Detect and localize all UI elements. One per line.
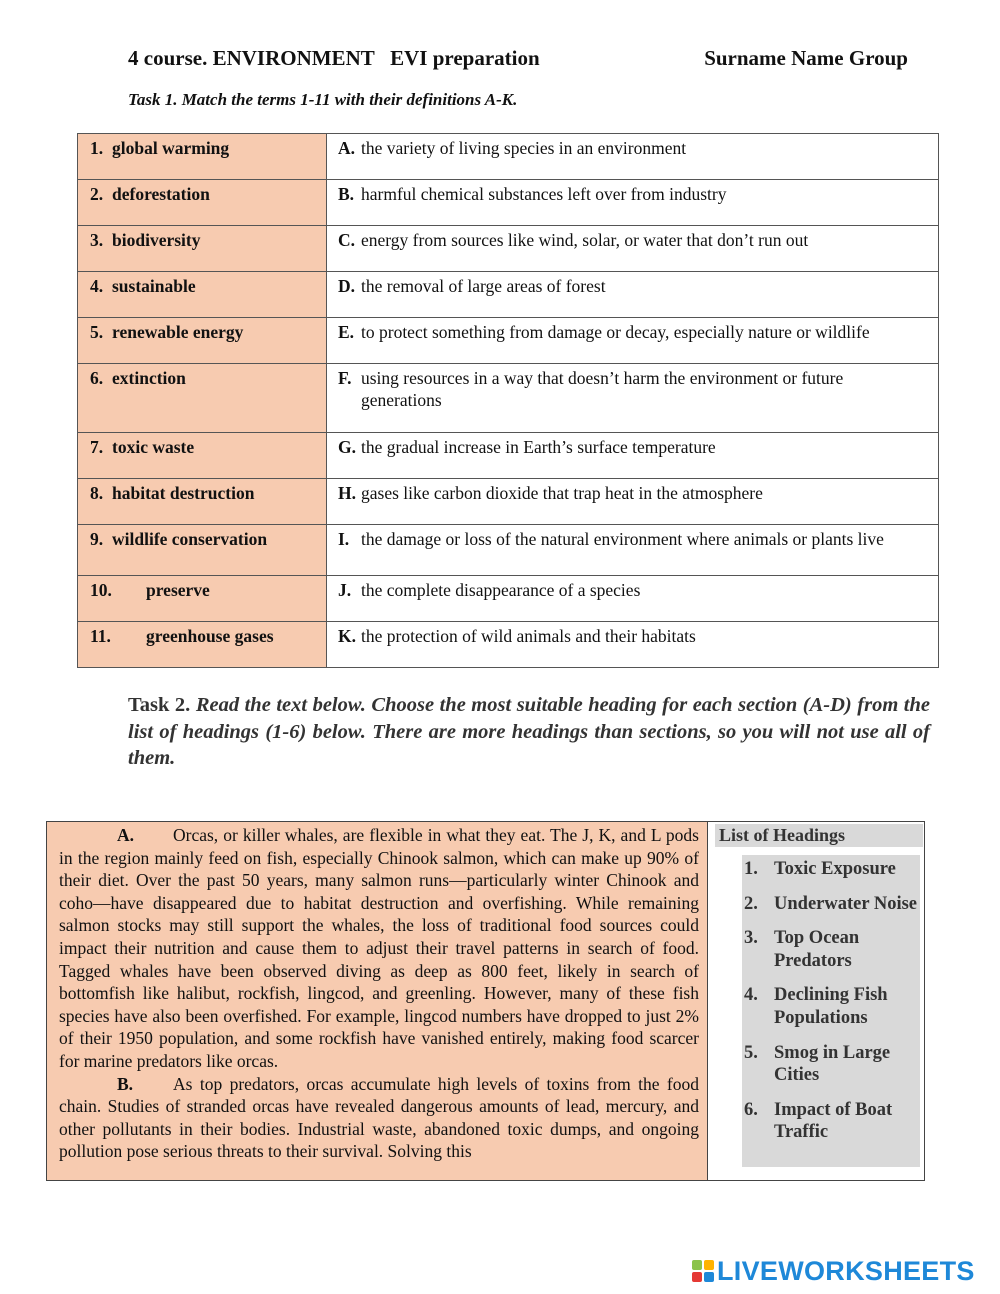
heading-item	[742, 984, 920, 1029]
heading-text: Impact of Boat Traffic	[774, 1099, 893, 1143]
term-number: 5.	[90, 322, 104, 342]
heading-item	[742, 858, 920, 881]
heading-number: 3.	[744, 928, 758, 949]
heading-number: 2.	[744, 893, 758, 914]
heading-item	[742, 1099, 920, 1144]
definition-text: the gradual increase in Earth’s surface temperature	[361, 437, 716, 457]
heading-text: Smog in Large Cities	[774, 1042, 891, 1086]
heading-number: 4.	[744, 985, 758, 1006]
term-text: habitat destruction	[112, 483, 255, 503]
term-text: renewable energy	[112, 322, 244, 342]
definition-text: the damage or loss of the natural environment where animals or plants live	[361, 529, 884, 549]
definition-cell	[327, 134, 939, 180]
definition-text: the removal of large areas of forest	[361, 276, 606, 296]
match-row	[78, 622, 939, 668]
term-cell	[78, 622, 327, 668]
term-cell	[78, 364, 327, 433]
heading-text: Declining Fish Populations	[774, 985, 888, 1028]
definition-letter: K.	[338, 626, 356, 646]
match-row	[78, 576, 939, 622]
definition-cell	[327, 433, 939, 479]
term-text: wildlife conservation	[112, 529, 268, 549]
term-number: 3.	[90, 230, 104, 250]
definition-cell	[327, 525, 939, 576]
definition-text: the protection of wild animals and their habitats	[361, 626, 696, 646]
definition-text: using resources in a way that doesn’t harm the environment or future generations	[361, 368, 844, 410]
match-row	[78, 364, 939, 433]
term-text: toxic waste	[112, 437, 195, 457]
definition-letter: A.	[338, 138, 356, 158]
definition-text: the variety of living species in an environment	[361, 138, 687, 158]
task1-instruction: Task 1. Match the terms 1-11 with their definitions A-K.	[128, 90, 518, 109]
worksheet-header	[128, 46, 908, 76]
definition-text: harmful chemical substances left over from industry	[361, 184, 727, 204]
definition-letter: G.	[338, 437, 356, 457]
term-number: 7.	[90, 437, 104, 457]
reading-box	[46, 821, 925, 1181]
heading-number: 5.	[744, 1042, 758, 1063]
definition-cell	[327, 479, 939, 525]
term-number: 11.	[90, 626, 111, 646]
definition-cell	[327, 364, 939, 433]
term-number: 2.	[90, 184, 104, 204]
definition-letter: F.	[338, 368, 352, 388]
headings-panel	[711, 822, 924, 1180]
definition-letter: D.	[338, 276, 356, 296]
match-row	[78, 433, 939, 479]
term-text: greenhouse gases	[146, 626, 274, 646]
task2-label: Task 2.	[128, 694, 191, 716]
term-cell	[78, 272, 327, 318]
heading-item	[742, 1042, 920, 1087]
definition-letter: E.	[338, 322, 355, 342]
definition-text: to protect something from damage or decay, especially nature or wildlife	[361, 322, 870, 342]
term-cell	[78, 134, 327, 180]
term-text: biodiversity	[112, 230, 201, 250]
term-cell	[78, 479, 327, 525]
term-number: 9.	[90, 529, 104, 549]
task2-instruction	[128, 692, 930, 772]
term-cell	[78, 226, 327, 272]
match-row	[78, 525, 939, 576]
definition-cell	[327, 180, 939, 226]
definition-cell	[327, 576, 939, 622]
match-row	[78, 318, 939, 364]
definition-letter: J.	[338, 580, 352, 600]
headings-title: List of Headings	[715, 824, 923, 847]
definition-letter: I.	[338, 529, 350, 549]
heading-text: Toxic Exposure	[774, 859, 896, 879]
term-cell	[78, 576, 327, 622]
definition-letter: H.	[338, 483, 356, 503]
heading-item	[742, 927, 920, 972]
definition-text: the complete disappearance of a species	[361, 580, 641, 600]
term-cell	[78, 180, 327, 226]
term-text: preserve	[146, 580, 210, 600]
headings-list	[742, 855, 920, 1167]
heading-number: 1.	[744, 859, 758, 879]
term-text: global warming	[112, 138, 230, 158]
definition-letter: C.	[338, 230, 356, 250]
term-number: 1.	[90, 138, 104, 158]
section-a-text: Orcas, or killer whales, are flexible in what they eat. The J, K, and L pods in the region mainly feed on fish, especially Chinook salmon, which can make up 90% of their diet. Over the past 50 years, many salmon runs—particularly winter Chinook and coho—have disappeared due to habitat destruction and overfishing. While remaining salmon stocks may still support the whales, the loss of traditional food sources could impact their nutrition and cause them to adjust their travel patterns in search of food. Tagged whales have been observed diving as deep as 800 feet, likely in search of bottomfish like halibut, rockfish, lingcod, and greenling. However, many of these fish species have also been overfished. For example, lingcod numbers have dropped to just 2% of their 1950 population, and some rockfish have vanished entirely, making food scarcer for marine predators like orcas.	[59, 825, 699, 1071]
section-b	[59, 1073, 699, 1163]
term-text: extinction	[112, 368, 186, 388]
term-text: sustainable	[112, 276, 196, 296]
section-b-letter: B.	[117, 1073, 134, 1094]
term-number: 10.	[90, 580, 112, 600]
definition-cell	[327, 272, 939, 318]
definition-cell	[327, 226, 939, 272]
term-cell	[78, 525, 327, 576]
liveworksheets-logo-icon	[692, 1260, 714, 1282]
section-a-letter: A.	[117, 825, 135, 845]
term-number: 6.	[90, 368, 104, 388]
match-row	[78, 479, 939, 525]
heading-item	[742, 893, 920, 916]
heading-text: Top Ocean Predators	[774, 928, 860, 971]
match-row	[78, 272, 939, 318]
liveworksheets-logo[interactable]	[692, 1256, 975, 1286]
definition-letter: B.	[338, 184, 355, 204]
task2-text: Read the text below. Choose the most suitable heading for each section (A-D) from the list of headings (1-6) below. There are more headings than sections, so you will not use all of them.	[128, 694, 930, 769]
matching-table	[77, 133, 939, 668]
term-cell	[78, 433, 327, 479]
match-row	[78, 134, 939, 180]
definition-text: energy from sources like wind, solar, or water that don’t run out	[361, 230, 809, 250]
section-b-text: As top predators, orcas accumulate high levels of toxins from the food chain. Studies of stranded orcas have revealed dangerous amounts of lead, mercury, and other pollutants in their bodies. Industrial waste, abandoned toxic dumps, and ongoing pollution pose serious threats to their survival. Solving this	[59, 1073, 699, 1162]
match-row	[78, 226, 939, 272]
term-cell	[78, 318, 327, 364]
term-number: 4.	[90, 276, 104, 296]
term-text: deforestation	[112, 184, 210, 204]
liveworksheets-logo-text: LIVEWORKSHEETS	[717, 1255, 975, 1286]
definition-cell	[327, 318, 939, 364]
match-row	[78, 180, 939, 226]
heading-text: Underwater Noise	[774, 893, 918, 914]
definition-cell	[327, 622, 939, 668]
definition-text: gases like carbon dioxide that trap heat in the atmosphere	[361, 483, 763, 503]
reading-passage	[47, 822, 708, 1180]
heading-number: 6.	[744, 1099, 758, 1120]
worksheet-title: 4 course. ENVIRONMENT EVI preparation	[128, 46, 540, 70]
student-info-label: Surname Name Group	[704, 46, 908, 70]
section-a	[59, 824, 699, 1073]
term-number: 8.	[90, 483, 104, 503]
